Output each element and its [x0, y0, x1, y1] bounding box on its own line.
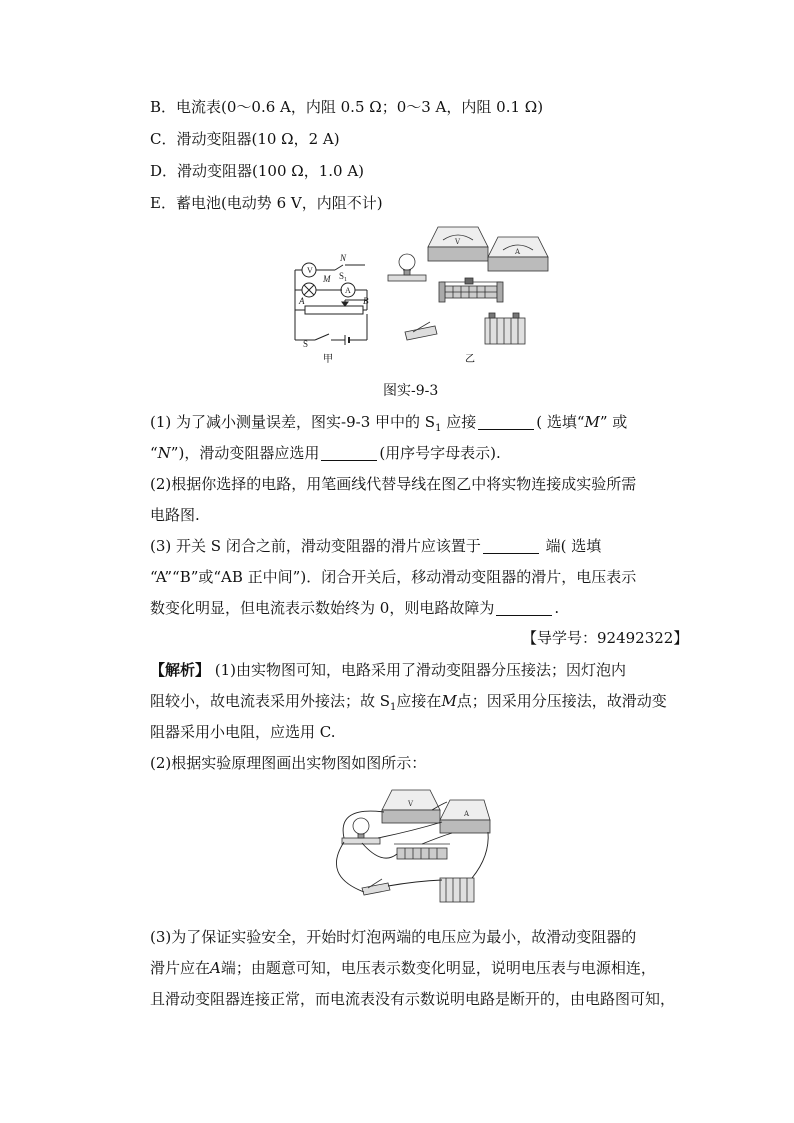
- circuit-diagram: [295, 263, 367, 345]
- label-s1: $S_1$: [339, 271, 348, 283]
- option-b: B．电流表(0～0.6 A，内阻 0.5 Ω；0～3 A，内阻 0.1 Ω): [150, 98, 544, 116]
- ammeter-icon: [440, 800, 490, 833]
- bulb-icon: [388, 254, 426, 281]
- svg-text:A: A: [464, 810, 470, 818]
- question-2-line-1: (2)根据你选择的电路，用笔画线代替导线在图乙中将实物连接成实验所需: [150, 475, 637, 493]
- voltmeter-symbol: V: [307, 266, 313, 275]
- figure-caption: 图实-9-3: [383, 383, 439, 399]
- option-d: D．滑动变阻器(100 Ω，1.0 A): [150, 162, 365, 180]
- question-3-line-1: (3) 开关 S 闭合之前，滑动变阻器的滑片应该置于 端( 选填: [150, 537, 602, 555]
- question-1-line-1: (1) 为了减小测量误差，图实-9-3 甲中的 $S_1$ 应接 ( 选填“M” 或: [150, 413, 628, 434]
- label-point-a: A: [299, 296, 305, 306]
- blank-4[interactable]: [496, 601, 552, 616]
- blank-1[interactable]: [478, 415, 534, 430]
- svg-text:V: V: [408, 800, 414, 808]
- voltmeter-icon: [382, 790, 440, 823]
- svg-text:A: A: [515, 248, 521, 256]
- apparatus-drawing: [388, 227, 548, 344]
- question-1-line-2: “N”)，滑动变阻器应选用 (用序号字母表示).: [150, 444, 501, 462]
- blank-2[interactable]: [321, 446, 377, 461]
- blank-3[interactable]: [483, 539, 539, 554]
- solution-line-2: 阻较小，故电流表采用外接法；故 $S_1$应接在M点；因采用分压接法，故滑动变: [150, 692, 667, 713]
- guide-number: 【导学号：92492322】: [522, 629, 689, 647]
- ammeter-icon: [488, 237, 548, 271]
- question-3-line-2: “A”“B”或“AB 正中间”)．闭合开关后，移动滑动变阻器的滑片，电压表示: [150, 568, 637, 586]
- label-switch-s: S: [303, 339, 309, 349]
- battery-icon: [485, 313, 525, 344]
- option-e: E．蓄电池(电动势 6 V，内阻不计): [150, 194, 383, 212]
- switch-icon: [362, 879, 390, 895]
- solution-line-1: 【解析】 (1)由实物图可知，电路采用了滑动变阻器分压接法；因灯泡内: [150, 661, 627, 679]
- label-point-b: B: [363, 296, 369, 306]
- rheostat-icon: [394, 844, 450, 859]
- question-2-line-2: 电路图.: [150, 506, 200, 524]
- solution-tag: 【解析】: [150, 661, 211, 679]
- question-3-line-3: 数变化明显，但电流表示数始终为 0，则电路故障为 .: [150, 599, 560, 617]
- option-c: C．滑动变阻器(10 Ω，2 A): [150, 130, 340, 148]
- solution-line-3: 阻器采用小电阻，应选用 C.: [150, 723, 336, 741]
- solution-line-7: 且滑动变阻器连接正常，而电流表没有示数说明电路是断开的，由电路图可知，: [150, 990, 676, 1008]
- ammeter-symbol: A: [345, 286, 351, 295]
- label-n: N: [340, 253, 347, 263]
- solution-line-5: (3)为了保证实验安全，开始时灯泡两端的电压应为最小，故滑动变阻器的: [150, 928, 637, 946]
- switch-icon: [405, 322, 437, 340]
- circuit-labels: [298, 253, 369, 349]
- solution-line-4: (2)根据实验原理图画出实物图如图所示：: [150, 754, 427, 772]
- solution-line-6: 滑片应在A端；由题意可知，电压表示数变化明显，说明电压表与电源相连，: [150, 959, 656, 977]
- voltmeter-icon: [428, 227, 488, 261]
- svg-text:V: V: [455, 238, 461, 246]
- battery-icon: [440, 878, 474, 902]
- bulb-icon: [342, 818, 380, 844]
- rheostat-icon: [439, 278, 503, 302]
- label-yi: 乙: [465, 354, 475, 365]
- label-jia: 甲: [323, 354, 333, 365]
- figure-wired-apparatus: [322, 786, 492, 911]
- label-m: M: [323, 274, 331, 284]
- figure-circuit-and-apparatus: [285, 222, 555, 372]
